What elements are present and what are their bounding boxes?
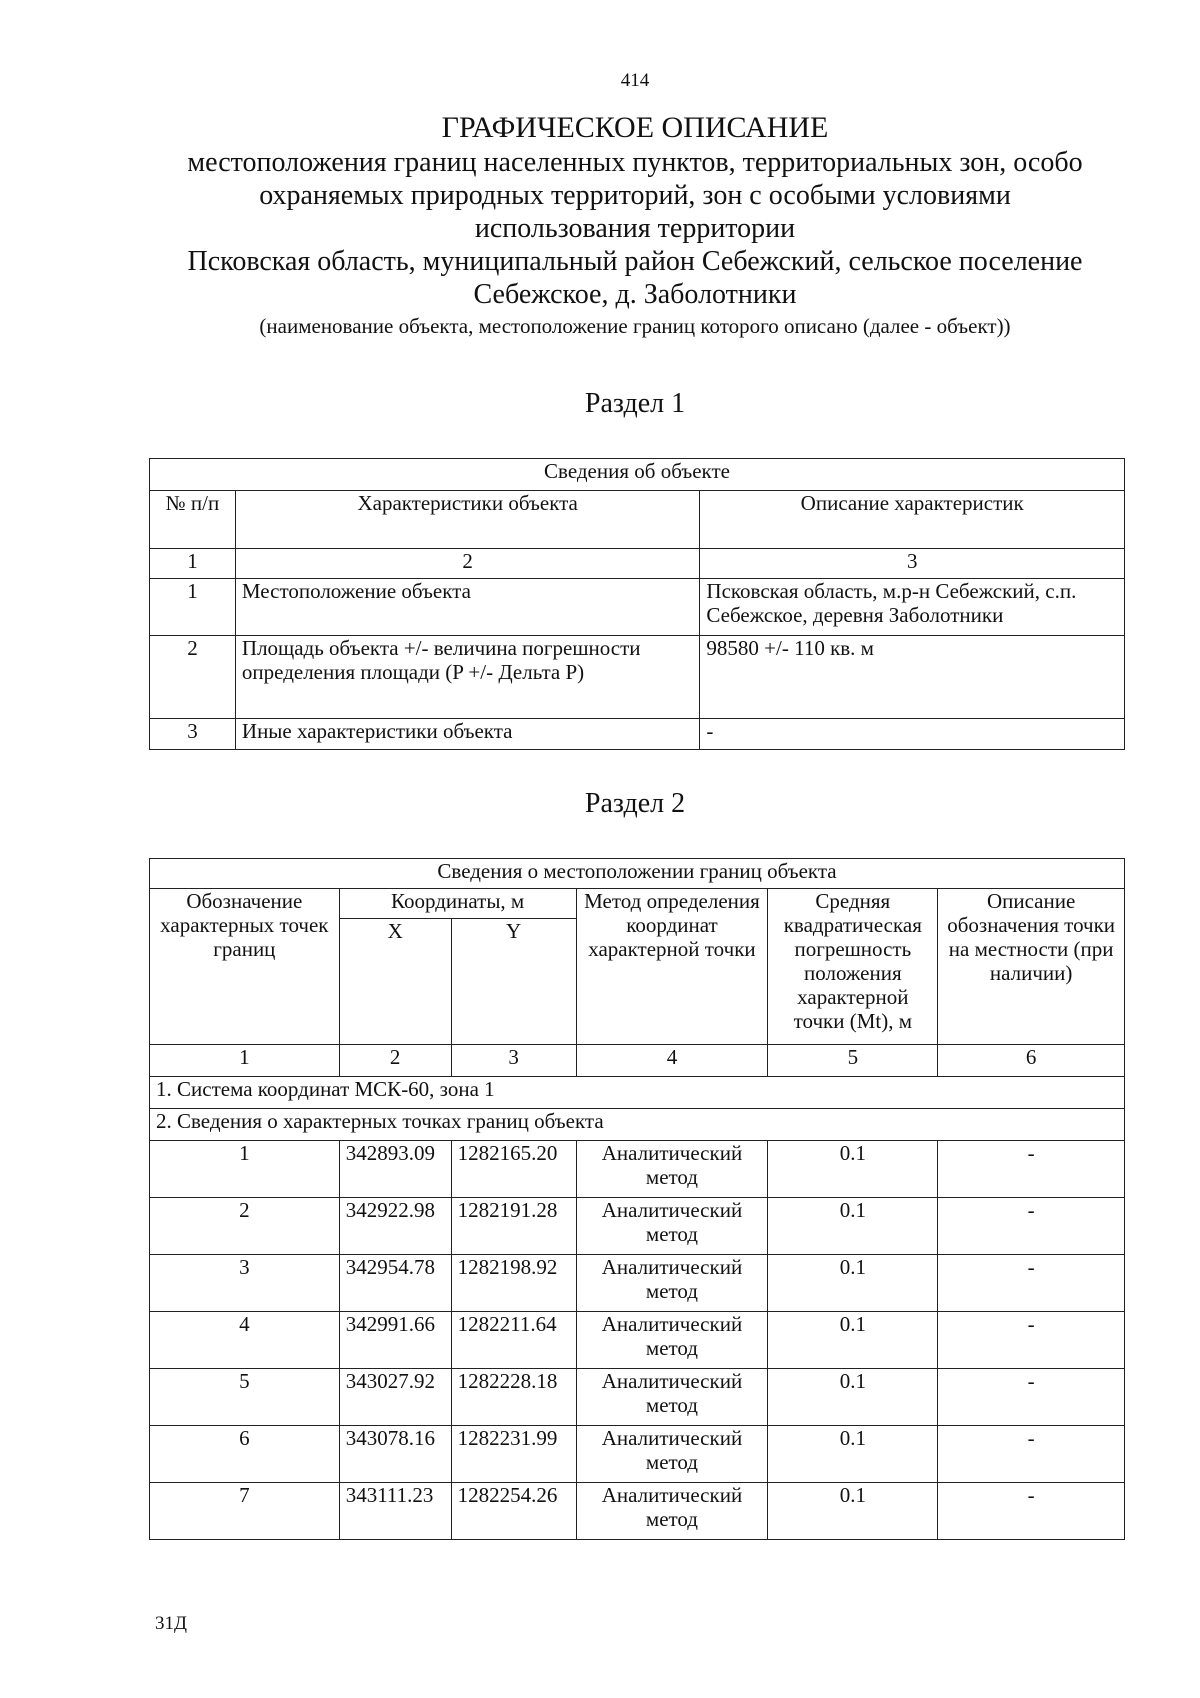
column-header: Координаты, м [339,889,576,919]
title-caption: (наименование объекта, местоположение границ которого описано (далее - объект)) [259,314,1011,338]
coordinate-system-row: 1. Система координат МСК-60, зона 1 [150,1077,1125,1109]
table-row [150,1198,1125,1255]
y-coordinate-cell: 1282254.26 [451,1483,576,1540]
characteristic-cell: Площадь объекта +/- величина погрешности определения площади (P +/- Дельта P) [235,636,700,719]
description-cell: Псковская область, м.р-н Себежский, с.п. Себежское, деревня Заболотники [700,579,1125,636]
method-cell: Аналитический метод [576,1369,768,1426]
column-number: 3 [700,549,1125,579]
column-header: Описание обозначения точки на местности (при наличии) [938,889,1125,1045]
method-cell: Аналитический метод [576,1141,768,1198]
column-header-y: Y [451,919,576,1045]
error-cell: 0.1 [768,1141,938,1198]
column-number: 4 [576,1045,768,1077]
column-header: Средняя квадратическая погрешность положения характерной точки (Mt), м [768,889,938,1045]
error-cell: 0.1 [768,1198,938,1255]
table-row [150,1426,1125,1483]
title-line: использования территории [474,213,796,244]
table-row [150,579,1125,636]
table-row [150,1141,1125,1198]
error-cell: 0.1 [768,1255,938,1312]
document-title: ГРАФИЧЕСКОЕ ОПИСАНИЕ [441,111,829,144]
x-coordinate-cell: 342922.98 [339,1198,451,1255]
point-id-cell: 1 [150,1141,340,1198]
y-coordinate-cell: 1282231.99 [451,1426,576,1483]
description-cell: - [700,719,1125,750]
column-header: Характеристики объекта [235,491,700,549]
method-cell: Аналитический метод [576,1312,768,1369]
description-cell: - [938,1255,1125,1312]
point-id-cell: 3 [150,1255,340,1312]
method-cell: Аналитический метод [576,1198,768,1255]
description-cell: - [938,1369,1125,1426]
row-number: 2 [150,636,236,719]
point-id-cell: 7 [150,1483,340,1540]
description-cell: - [938,1141,1125,1198]
column-number: 1 [150,1045,340,1077]
method-cell: Аналитический метод [576,1255,768,1312]
y-coordinate-cell: 1282191.28 [451,1198,576,1255]
title-line: местоположения границ населенных пунктов, территориальных зон, особо [187,147,1083,178]
column-number: 2 [339,1045,451,1077]
title-line: Псковская область, муниципальный район Себежский, сельское поселение [187,246,1083,277]
point-id-cell: 5 [150,1369,340,1426]
y-coordinate-cell: 1282198.92 [451,1255,576,1312]
y-coordinate-cell: 1282165.20 [451,1141,576,1198]
boundary-points-table [149,858,1125,1540]
method-cell: Аналитический метод [576,1483,768,1540]
section1-heading: Раздел 1 [584,388,686,419]
column-header-x: X [339,919,451,1045]
description-cell: - [938,1483,1125,1540]
description-cell: - [938,1426,1125,1483]
y-coordinate-cell: 1282228.18 [451,1369,576,1426]
x-coordinate-cell: 342893.09 [339,1141,451,1198]
x-coordinate-cell: 342991.66 [339,1312,451,1369]
column-number: 5 [768,1045,938,1077]
description-cell: - [938,1198,1125,1255]
error-cell: 0.1 [768,1369,938,1426]
title-line: Себежское, д. Заболотники [473,279,797,310]
title-line: охраняемых природных территорий, зон с особыми условиями [259,180,1011,211]
error-cell: 0.1 [768,1426,938,1483]
table-row [150,636,1125,719]
column-header: Описание характеристик [700,491,1125,549]
x-coordinate-cell: 343027.92 [339,1369,451,1426]
point-id-cell: 6 [150,1426,340,1483]
section2-heading: Раздел 2 [584,788,686,819]
x-coordinate-cell: 343078.16 [339,1426,451,1483]
column-header: Метод определения координат характерной точки [576,889,768,1045]
column-number: 2 [235,549,700,579]
table-row [150,719,1125,750]
y-coordinate-cell: 1282211.64 [451,1312,576,1369]
x-coordinate-cell: 343111.23 [339,1483,451,1540]
column-number: 6 [938,1045,1125,1077]
error-cell: 0.1 [768,1312,938,1369]
description-cell: 98580 +/- 110 кв. м [700,636,1125,719]
description-cell: - [938,1312,1125,1369]
column-number: 3 [451,1045,576,1077]
column-number: 1 [150,549,236,579]
points-section-row: 2. Сведения о характерных точках границ объекта [150,1109,1125,1141]
column-header: Обозначение характерных точек границ [150,889,340,1045]
object-info-table [149,458,1125,750]
table-row [150,1369,1125,1426]
table-row [150,1312,1125,1369]
table-title: Сведения об объекте [150,459,1125,491]
error-cell: 0.1 [768,1483,938,1540]
row-number: 1 [150,579,236,636]
method-cell: Аналитический метод [576,1426,768,1483]
row-number: 3 [150,719,236,750]
point-id-cell: 4 [150,1312,340,1369]
characteristic-cell: Иные характеристики объекта [235,719,700,750]
point-id-cell: 2 [150,1198,340,1255]
title-block [140,110,1130,339]
table-row [150,1483,1125,1540]
characteristic-cell: Местоположение объекта [235,579,700,636]
table-title: Сведения о местоположении границ объекта [150,859,1125,889]
table-row [150,1255,1125,1312]
x-coordinate-cell: 342954.78 [339,1255,451,1312]
footer-code: 31Д [155,1613,187,1634]
page-number: 414 [620,70,650,91]
column-header: № п/п [150,491,236,549]
